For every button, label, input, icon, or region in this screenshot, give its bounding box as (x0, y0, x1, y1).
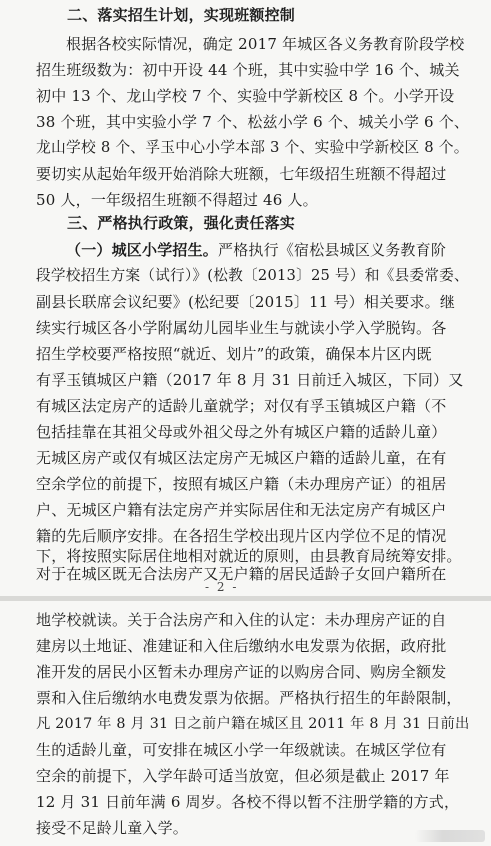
paragraph-line: 段学校招生方案（试行）》(松教〔2013〕25 号）和《县委常委、 (36, 267, 469, 284)
paragraph-line: 续实行城区各小学附属幼儿园毕业生与就读小学入学脱钩。各 (36, 319, 447, 337)
paragraph-line: 接受不足龄儿童入学。 (36, 819, 189, 837)
paragraph-line: 初中 13 个、龙山学校 7 个、实验中学新校区 8 个。小学开设 (36, 87, 455, 105)
paragraph-line: 包括挂靠在其祖父母或外祖父母之外有城区户籍的适龄儿童） (36, 423, 447, 441)
paragraph-line: 凡 2017 年 8 月 31 日之前户籍在城区且 2011 年 8 月 31 日前出 (36, 716, 470, 732)
paragraph-line: 有孚玉镇城区户籍（2017 年 8 月 31 日前迁入城区，下同）又 (36, 371, 464, 389)
paragraph-line: 要切实从起始年级开始消除大班额，七年级招生班额不得超过 (36, 165, 447, 183)
paragraph-line: 票和入住后缴纳水电费发票为依据。严格执行招生的年龄限制， (36, 689, 462, 707)
subsection-title: （一）城区小学招生。 (66, 241, 219, 259)
paragraph-line: 无城区房产或仅有城区法定房产无城区户籍的适龄儿童，在有 (36, 449, 447, 467)
paragraph-line: 下，将按照实际居住地相对就近的原则，由县教育局统筹安排。 (36, 547, 462, 565)
paragraph-line: 龙山学校 8 个、孚玉中心小学本部 3 个、实验中学新校区 8 个。 (36, 139, 469, 156)
paragraph-line: 准开发的居民小区暂未办理房产证的以购房合同、购房全额发 (36, 663, 447, 681)
paragraph-line: 12 月 31 日前年满 6 周岁。各校不得以暂不注册学籍的方式， (36, 793, 460, 811)
paragraph-line: 副县长联席会议纪要》(松纪要〔2015〕11 号）相关要求。继 (36, 293, 456, 311)
paragraph-line: 招生班级数为：初中开设 44 个班，其中实验中学 16 个、城关 (36, 61, 460, 79)
subsection-lead-text: 严格执行《宿松县城区义务教育阶 (218, 241, 447, 259)
paragraph-line: 50 人，一年级招生班额不得超过 46 人。 (36, 191, 318, 209)
section-heading-3: 三、严格执行政策，强化责任落实 (67, 214, 296, 232)
page-number: - 2 - (205, 580, 239, 594)
paragraph-line: 建房以土地证、准建证和入住后缴纳水电发票为依据，政府批 (36, 637, 447, 655)
blurred-watermark (415, 830, 485, 842)
paragraph-line: 生的适龄儿童，可安排在城区小学一年级就读。在城区学位有 (36, 741, 447, 759)
paragraph-line: 空余学位的前提下，按照有城区户籍（未办理房产证）的祖居 (36, 475, 447, 493)
paragraph-line: 38 个班，其中实验小学 7 个、松兹小学 6 个、城关小学 6 个、 (36, 113, 470, 131)
document-page-2 (0, 601, 491, 846)
section-heading-2: 二、落实招生计划，实现班额控制 (67, 6, 296, 24)
paragraph-line: 根据各校实际情况，确定 2017 年城区各义务教育阶段学校 (66, 35, 465, 53)
paragraph-line: 户、无城区户籍有法定房产并实际居住和无法定房产有城区户 (36, 501, 447, 519)
paragraph-line: 籍的先后顺序安排。在各招生学校出现片区内学位不足的情况 (36, 527, 447, 545)
paragraph-line: 有城区法定房产的适龄儿童就学；对仅有孚玉镇城区户籍（不 (36, 397, 447, 415)
paragraph-line: 空余的前提下，入学年龄可适当放宽，但必须是截止 2017 年 (36, 767, 450, 785)
paragraph-line: 地学校就读。关于合法房产和入住的认定：未办理房产证的自 (36, 611, 447, 629)
paragraph-line: 对于在城区既无合法房产又无户籍的居民适龄子女回户籍所在 (36, 565, 447, 583)
paragraph-line: 招生学校要严格按照“就近、划片”的政策，确保本片区内既 (36, 345, 432, 363)
subsection-first-line (66, 239, 446, 261)
